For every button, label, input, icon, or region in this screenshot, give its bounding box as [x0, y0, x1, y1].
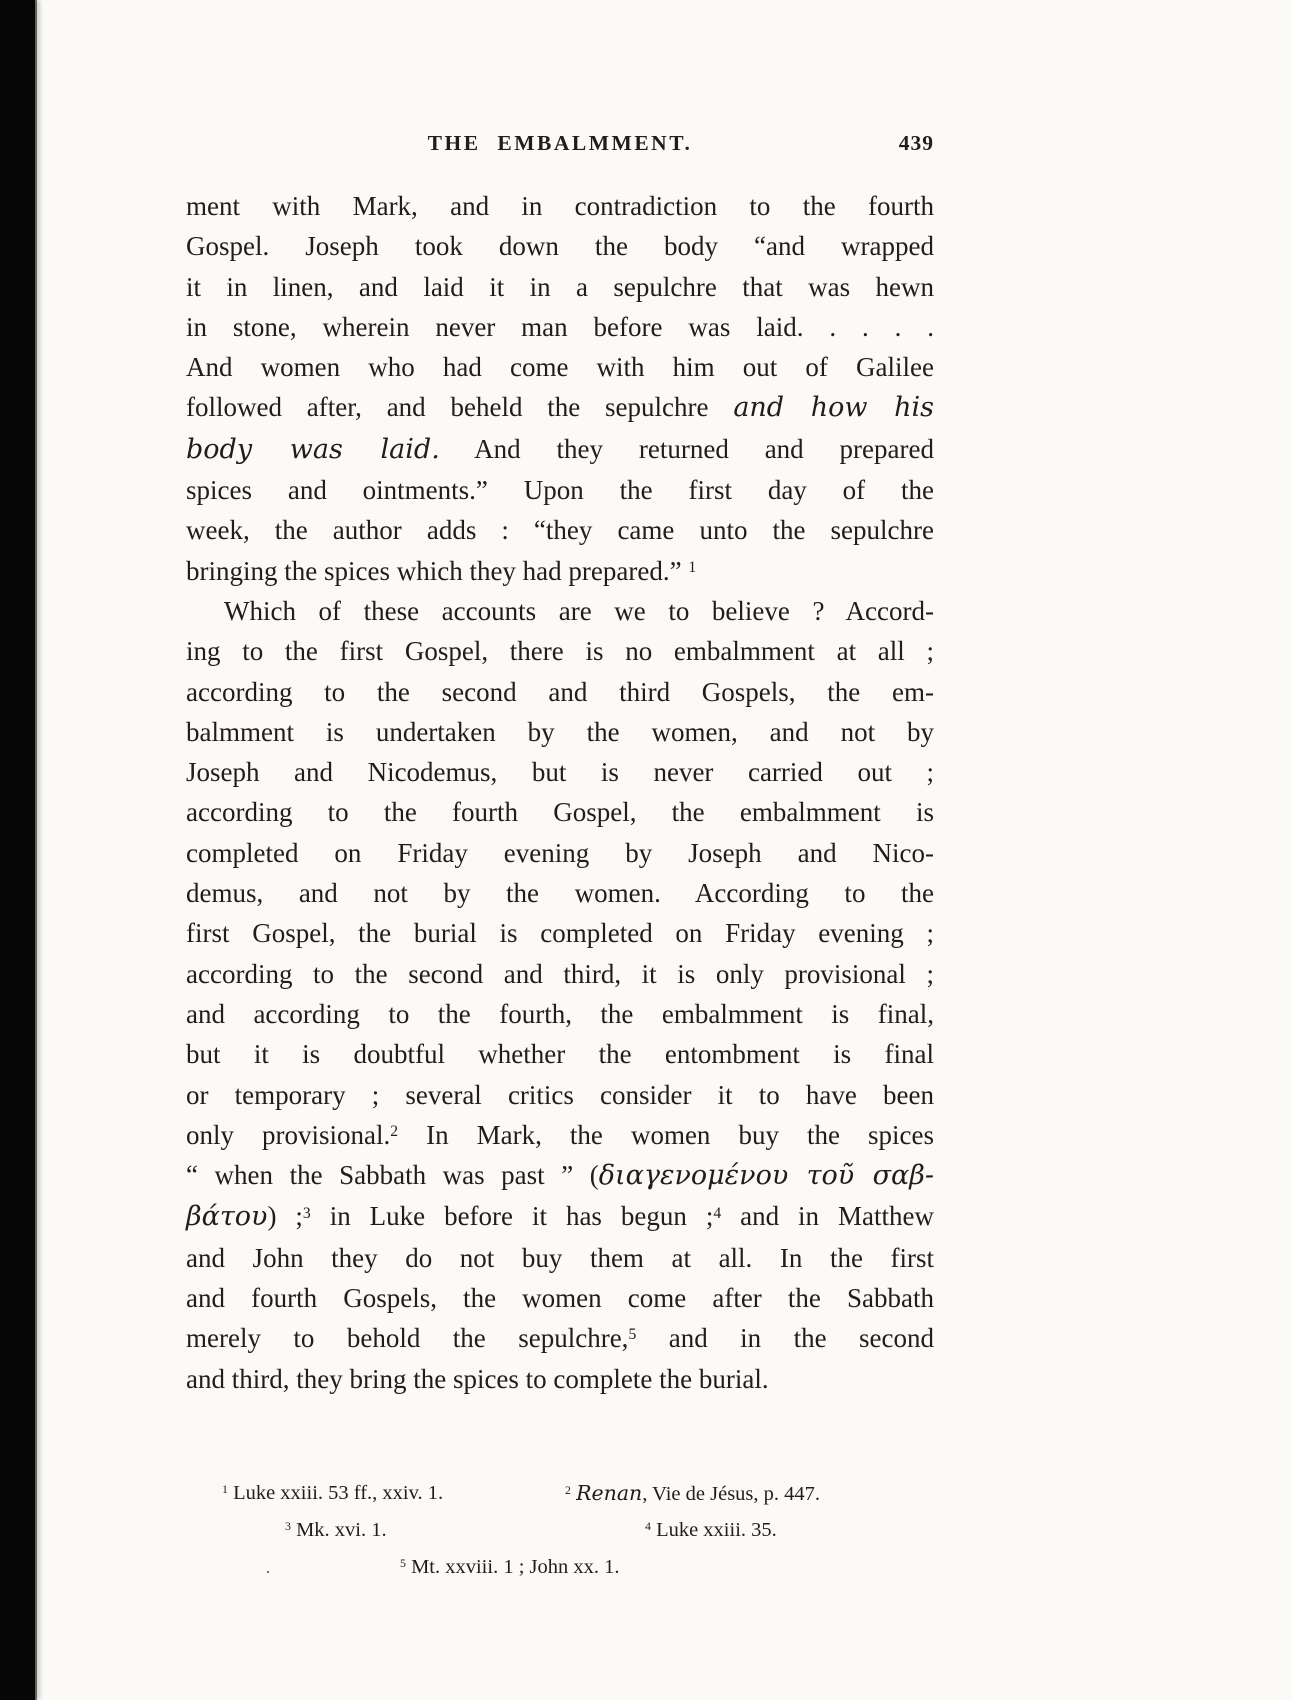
text-segment: it in linen, and laid it in a sepulchre that was hewn [186, 271, 934, 302]
text-line [186, 1238, 934, 1278]
text-line [186, 470, 934, 510]
text-line [186, 1034, 934, 1074]
text-segment: and third, they bring the spices to complete the burial. [186, 1363, 769, 1394]
footnote-marker: 2 [390, 1123, 399, 1140]
text-line [186, 1359, 934, 1399]
text-segment: body was laid. [186, 433, 440, 465]
footnote-marker: 5 [400, 1556, 406, 1571]
text-line [186, 1155, 934, 1196]
text-segment: in stone, wherein never man before was laid. . . . . [186, 311, 934, 342]
text-line [186, 1115, 934, 1155]
text-segment: first Gospel, the burial is completed on Friday evening ; [186, 918, 934, 949]
text-segment: Luke xxiii. 53 ff., xxiv. 1. [227, 1482, 444, 1504]
footnote-2 [565, 1480, 820, 1507]
text-segment: and how his [733, 392, 934, 424]
page-header [186, 131, 934, 161]
text-line [186, 913, 934, 953]
text-line [186, 591, 934, 631]
text-line [186, 1318, 934, 1358]
text-segment: according to the fourth Gospel, the embalmment is [186, 797, 934, 828]
text-segment: βάτου [186, 1201, 268, 1233]
footnote-5 [400, 1554, 620, 1580]
text-line [186, 792, 934, 832]
text-line [186, 712, 934, 752]
text-line [186, 510, 934, 550]
text-segment: but it is doubtful whether the entombment is final [186, 1039, 934, 1070]
footnote-marker: 1 [222, 1482, 228, 1497]
footnote-marker: 4 [645, 1519, 651, 1534]
text-segment: And women who had come with him out of Galilee [186, 352, 934, 383]
page-number: 439 [898, 131, 934, 155]
footnotes [186, 1480, 934, 1590]
footnote-marker: 4 [713, 1204, 722, 1222]
text-line [186, 994, 934, 1034]
text-line [186, 954, 934, 994]
footnote-marker: 3 [285, 1519, 291, 1534]
text-segment: ) ; [267, 1201, 303, 1232]
text-segment: and in Matthew [721, 1201, 934, 1232]
text-segment: Renan [576, 1481, 643, 1505]
text-line [186, 226, 934, 266]
text-segment: and John they do not buy them at all. In the first [186, 1242, 934, 1273]
text-segment: “ when the Sabbath was past ” ( [186, 1160, 599, 1191]
text-segment: Mt. xxviii. 1 ; John xx. 1. [405, 1556, 620, 1578]
stray-mark: . [266, 1560, 270, 1577]
text-line [186, 1075, 934, 1115]
text-segment: merely to behold the sepulchre, [186, 1323, 629, 1354]
text-segment: ing to the first Gospel, there is no embalmment at all ; [186, 636, 934, 667]
text-segment: Mk. xvi. 1. [290, 1519, 387, 1541]
text-line [186, 429, 934, 470]
text-segment: only provisional. [186, 1119, 391, 1150]
text-segment: Luke xxiii. 35. [650, 1519, 777, 1541]
text-segment: week, the author adds : “they came unto the sepulchre [186, 515, 934, 546]
text-segment: ment with Mark, and in contradiction to the fourth [186, 191, 934, 221]
text-segment: In Mark, the women buy the spices [398, 1119, 934, 1150]
text-segment: in Luke before it has begun ; [310, 1201, 714, 1232]
text-line [186, 267, 934, 307]
text-segment: according to the second and third, it is only provisional ; [186, 958, 934, 989]
text-line [186, 387, 934, 428]
text-segment: Which of these accounts are we to believe ? Accord- [224, 595, 934, 626]
text-line [186, 551, 934, 591]
text-segment: completed on Friday evening by Joseph and Nico- [186, 837, 934, 868]
text-segment: And they returned and prepared [439, 433, 934, 464]
text-line [186, 186, 934, 226]
text-segment: according to the second and third Gospels, the em- [186, 676, 934, 707]
text-segment: and in the second [636, 1323, 935, 1354]
running-title: THE EMBALMMENT. [427, 131, 693, 155]
text-line [186, 307, 934, 347]
text-segment: followed after, and beheld the sepulchre [186, 392, 734, 423]
text-segment: , Vie de Jésus, p. 447. [642, 1483, 821, 1505]
text-segment: διαγενομένου τοῦ σαβ- [598, 1160, 935, 1192]
text-segment: or temporary ; several critics consider it to have been [186, 1079, 934, 1110]
footnote-1 [222, 1480, 443, 1506]
footnote-marker: 1 [688, 558, 697, 576]
footnote-3 [285, 1517, 387, 1543]
text-line [186, 873, 934, 913]
text-segment: bringing the spices which they had prepared.” [186, 555, 689, 586]
text-segment: balmment is undertaken by the women, and not by [186, 716, 934, 747]
text-line [186, 672, 934, 712]
scan-edge-bar [0, 0, 35, 1700]
text-line [186, 833, 934, 873]
text-segment: demus, and not by the women. According to the [186, 878, 934, 909]
text-segment: spices and ointments.” Upon the first day of the [186, 475, 934, 506]
text-line [186, 1196, 934, 1237]
text-segment: Joseph and Nicodemus, but is never carried out ; [186, 757, 934, 788]
text-line [186, 631, 934, 671]
text-segment: and according to the fourth, the embalmment is final, [186, 998, 934, 1029]
footnote-marker: 5 [628, 1326, 637, 1344]
text-segment: Gospel. Joseph took down the body “and wrapped [186, 231, 934, 262]
text-line [186, 1278, 934, 1318]
footnote-4 [645, 1517, 777, 1543]
footnote-marker: 2 [565, 1483, 571, 1498]
text-line [186, 347, 934, 387]
text-segment: and fourth Gospels, the women come after the Sabbath [186, 1283, 934, 1314]
footnote-marker: 3 [302, 1204, 311, 1222]
text-block [186, 186, 934, 1399]
text-line [186, 752, 934, 792]
